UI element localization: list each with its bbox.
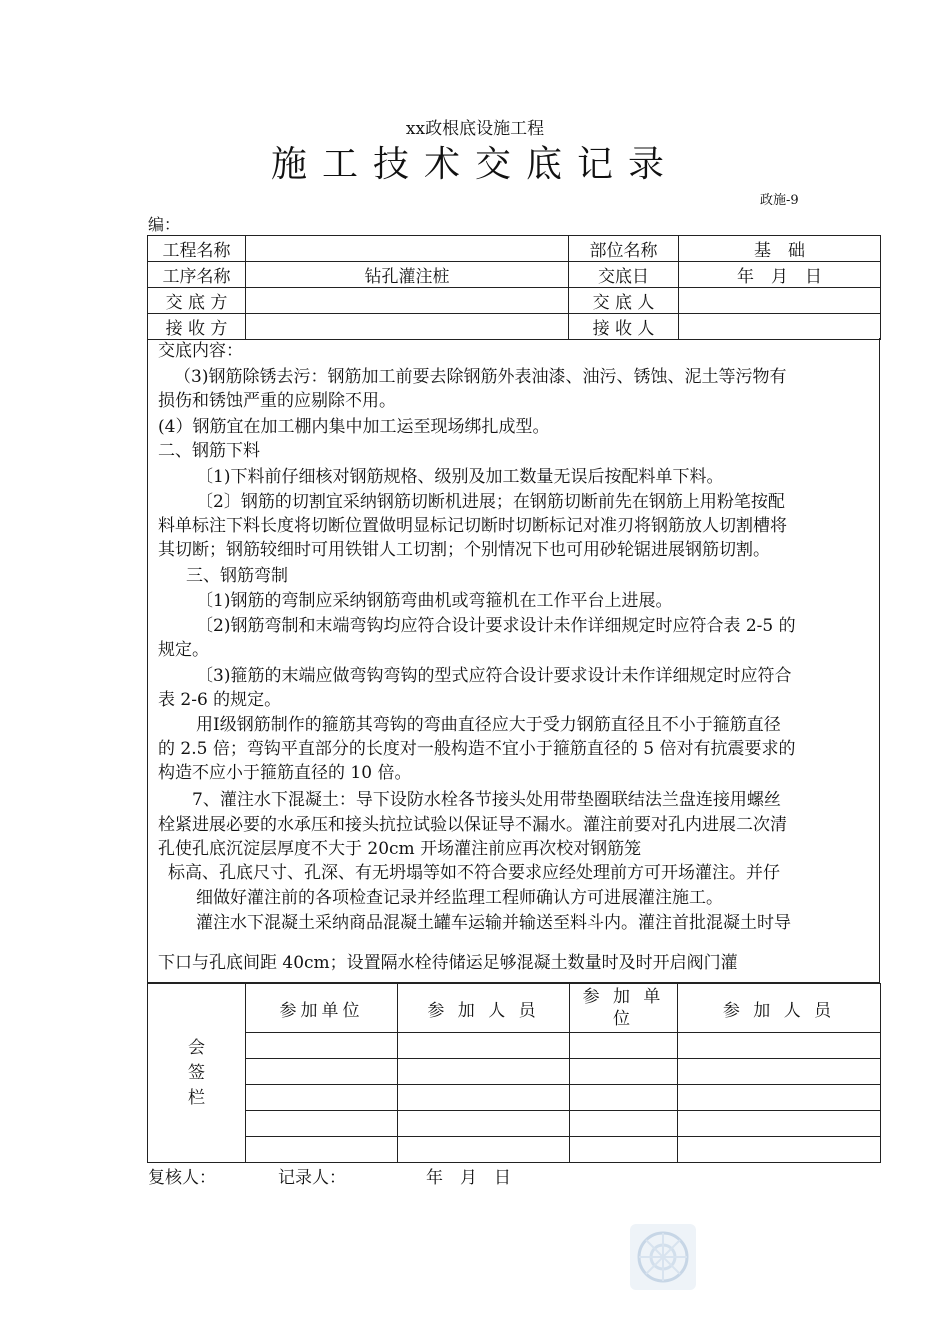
content-line: 标高、孔底尺寸、孔深、有无坍塌等如不符合要求应经处理前方可开场灌注。并仔 — [168, 863, 780, 883]
table-row — [148, 1033, 881, 1059]
content-line: 〔1)下料前仔细核对钢筋规格、级别及加工数量无误后按配料单下料。 — [196, 467, 724, 487]
editor-label: 编： — [148, 215, 181, 234]
content-line: 的 2.5 倍；弯钩平直部分的长度对一般构造不宜小于箍筋直径的 5 倍对有抗震要求的 — [158, 739, 796, 759]
content-line: 料单标注下料长度将切断位置做明显标记切断时切断标记对准刃将钢筋放人切割槽将 — [158, 516, 787, 536]
sign-cell — [678, 1059, 881, 1085]
briefing-person-value — [679, 288, 881, 314]
process-name-label: 工序名称 — [148, 262, 246, 288]
sign-cell — [246, 1111, 398, 1137]
footer-date: 年 月 日 — [426, 1168, 511, 1188]
content-line: 规定。 — [158, 640, 209, 660]
project-name-value — [246, 236, 569, 262]
receiving-person-label: 接 收 人 — [569, 314, 679, 340]
content-line: (4）钢筋宜在加工棚内集中加工运至现场绑扎成型。 — [158, 417, 550, 437]
signature-table — [147, 983, 881, 1163]
col-header-unit: 参 加 单 位 — [570, 984, 678, 1033]
briefing-date-label: 交底日 — [569, 262, 679, 288]
form-code: 政施-9 — [760, 193, 799, 208]
content-line: 〔2〕钢筋的切割宜采纳钢筋切断机进展；在钢筋切断前先在钢筋上用粉笔按配 — [196, 492, 785, 512]
table-row — [148, 1059, 881, 1085]
sign-cell — [398, 1111, 570, 1137]
briefing-person-label: 交 底 人 — [569, 288, 679, 314]
table-row — [148, 288, 881, 314]
sign-label-char: 栏 — [188, 1087, 205, 1108]
sign-cell — [246, 1137, 398, 1163]
content-line: 其切断；钢筋较细时可用铁钳人工切割；个别情况下也可用砂轮锯进展钢筋切割。 — [158, 540, 770, 560]
briefing-date-value: 年 月 日 — [679, 262, 881, 288]
content-line: 孔使孔底沉淀层厚度不大于 20cm 开场灌注前应再次校对钢筋笼 — [158, 839, 642, 859]
sign-cell — [570, 1111, 678, 1137]
content-line: 栓紧进展必要的水承压和接头抗拉试验以保证导不漏水。灌注前要对孔内进展二次清 — [158, 815, 787, 835]
briefing-party-value — [246, 288, 569, 314]
sign-cell — [678, 1137, 881, 1163]
sign-cell — [246, 1059, 398, 1085]
content-line: 表 2-6 的规定。 — [158, 690, 282, 710]
receiving-party-value — [246, 314, 569, 340]
sign-section-label — [148, 984, 246, 1163]
table-row — [148, 1085, 881, 1111]
content-line: 细做好灌注前的各项检查记录并经监理工程师确认方可进展灌注施工。 — [196, 888, 723, 908]
sign-cell — [398, 1059, 570, 1085]
content-line: 二、钢筋下料 — [158, 441, 260, 461]
table-row — [148, 314, 881, 340]
receiving-party-label: 接 收 方 — [148, 314, 246, 340]
content-line: （3)钢筋除锈去污：钢筋加工前要去除钢筋外表油漆、油污、锈蚀、泥土等污物有 — [174, 367, 787, 387]
briefing-content-box — [147, 338, 880, 983]
project-name-label: 工程名称 — [148, 236, 246, 262]
sign-cell — [398, 1085, 570, 1111]
content-label: 交底内容： — [158, 341, 243, 361]
part-name-value: 基 础 — [679, 236, 881, 262]
sign-cell — [246, 1085, 398, 1111]
sign-cell — [570, 1059, 678, 1085]
document-title: 施工技术交底记录 — [270, 144, 679, 185]
table-row — [148, 262, 881, 288]
sign-cell — [678, 1085, 881, 1111]
table-row — [148, 1111, 881, 1137]
table-row — [148, 984, 881, 1033]
col-header-person: 参 加 人 员 — [398, 984, 570, 1033]
content-line: 〔3)箍筋的末端应做弯钩弯钩的型式应符合设计要求设计未作详细规定时应符合 — [196, 666, 792, 686]
document-subtitle: xx政根底设施工程 — [405, 119, 545, 139]
watermark-logo-icon — [628, 1222, 698, 1292]
sign-label-char: 会 — [188, 1037, 205, 1058]
process-name-value: 钻孔灌注桩 — [246, 262, 569, 288]
sign-cell — [570, 1033, 678, 1059]
content-line: 灌注水下混凝土采纳商品混凝土罐车运输并输送至料斗内。灌注首批混凝土时导 — [196, 913, 791, 933]
part-name-label: 部位名称 — [569, 236, 679, 262]
content-line: 〔1)钢筋的弯制应采纳钢筋弯曲机或弯箍机在工作平台上进展。 — [196, 591, 673, 611]
table-row — [148, 236, 881, 262]
info-table — [147, 235, 881, 340]
sign-label-char: 签 — [188, 1062, 205, 1083]
content-line: 损伤和锈蚀严重的应剔除不用。 — [158, 391, 396, 411]
sign-cell — [678, 1033, 881, 1059]
receiving-person-value — [679, 314, 881, 340]
content-line: 7、灌注水下混凝土：导下设防水栓各节接头处用带垫圈联结法兰盘连接用螺丝 — [192, 790, 781, 810]
table-row — [148, 1137, 881, 1163]
sign-cell — [398, 1137, 570, 1163]
recorder-label: 记录人： — [278, 1168, 346, 1188]
content-line: 构造不应小于箍筋直径的 10 倍。 — [158, 763, 412, 783]
sign-cell — [678, 1111, 881, 1137]
reviewer-label: 复核人： — [148, 1168, 216, 1188]
sign-cell — [246, 1033, 398, 1059]
sign-cell — [570, 1085, 678, 1111]
content-line: 〔2)钢筋弯制和末端弯钩均应符合设计要求设计未作详细规定时应符合表 2-5 的 — [196, 616, 796, 636]
col-header-unit: 参加单位 — [246, 984, 398, 1033]
briefing-party-label: 交 底 方 — [148, 288, 246, 314]
content-line: 用Ⅰ级钢筋制作的箍筋其弯钩的弯曲直径应大于受力钢筋直径且不小于箍筋直径 — [196, 715, 781, 735]
sign-cell — [398, 1033, 570, 1059]
col-header-person: 参 加 人 员 — [678, 984, 881, 1033]
content-line: 三、钢筋弯制 — [186, 566, 288, 586]
sign-cell — [570, 1137, 678, 1163]
content-line: 下口与孔底间距 40cm；设置隔水栓待储运足够混凝土数量时及时开启阀门灌 — [158, 953, 738, 973]
